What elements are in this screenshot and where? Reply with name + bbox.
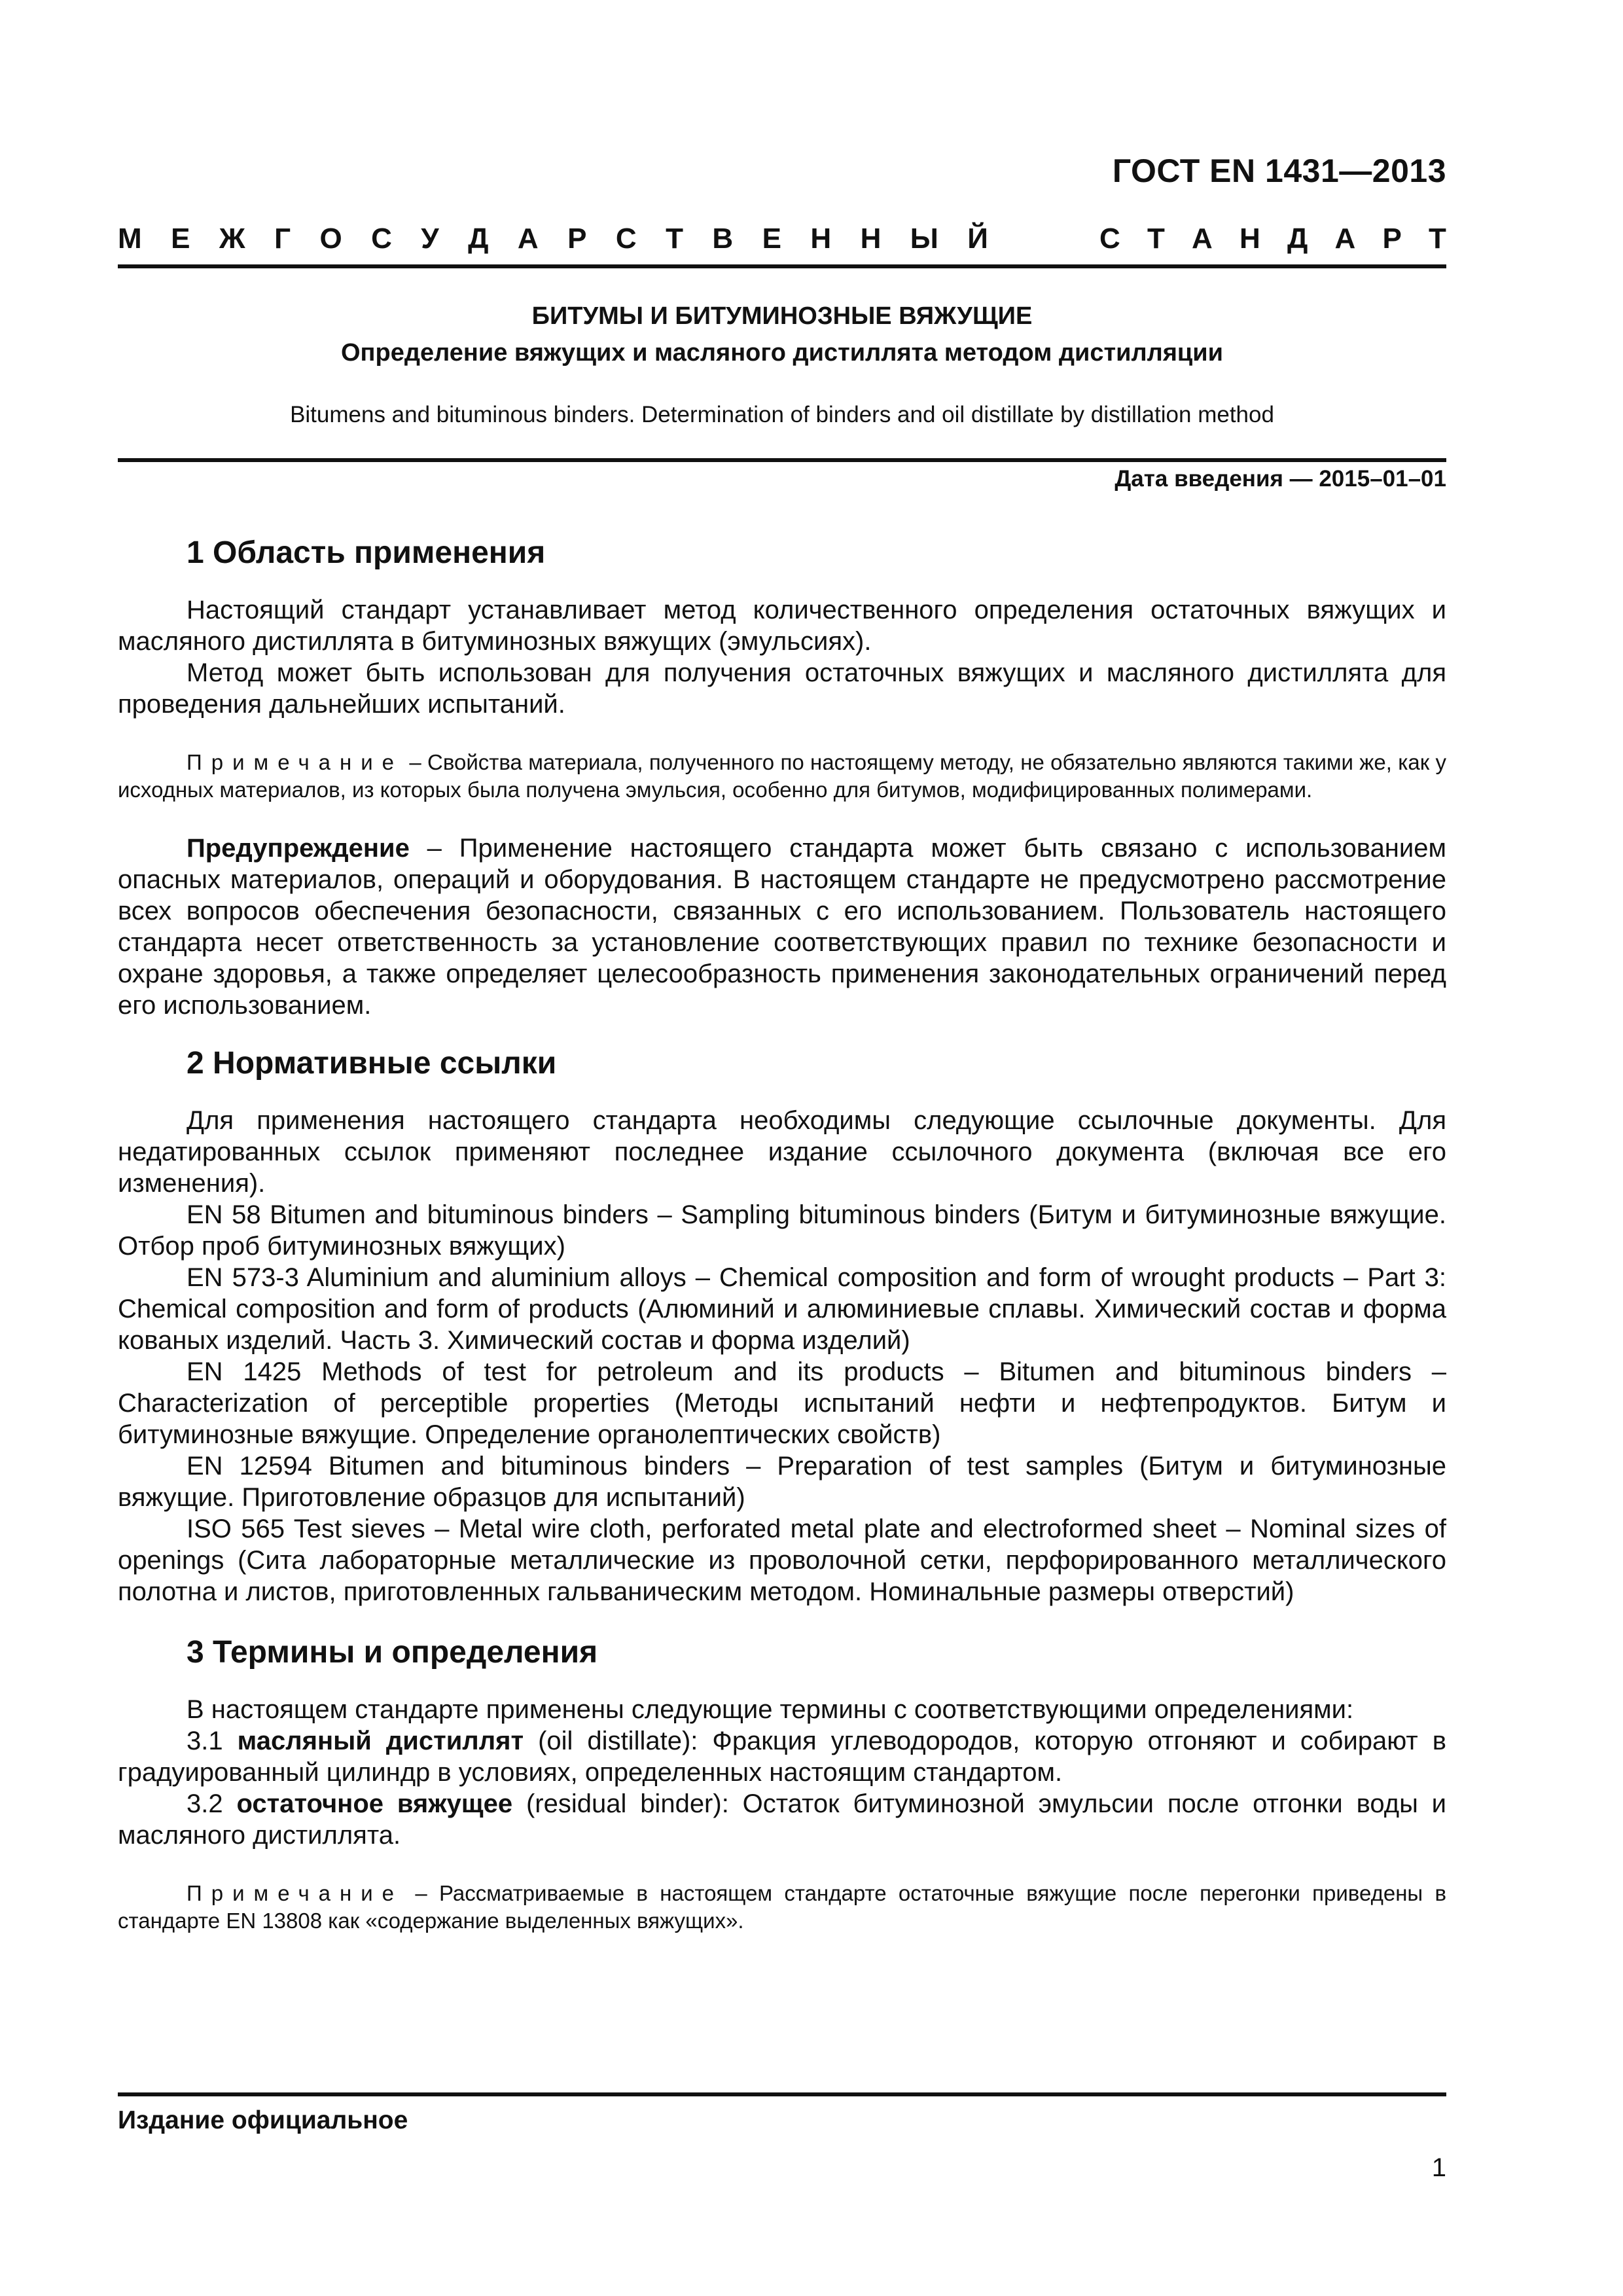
section-1-heading: 1 Область применения bbox=[187, 535, 546, 570]
section-1-note bbox=[118, 749, 1446, 804]
term-name: масляный дистиллят bbox=[237, 1727, 524, 1755]
note-text: – Свойства материала, полученного по настоящему методу, не обязательно являются такими же, как у исходных материалов, из которых была получена эмульсия, особенно для битумов, модифицированных полимерами. bbox=[118, 750, 1446, 802]
title-block bbox=[118, 298, 1446, 431]
title-en: Bitumens and bituminous binders. Determination of binders and oil distillate by distillation method bbox=[290, 402, 1274, 427]
banner-word-interstate: М Е Ж Г О С У Д А Р С Т В Е Н Н Ы Й bbox=[118, 223, 988, 255]
note-label: Примечание bbox=[187, 1881, 404, 1905]
section-1-paragraph-1: Настоящий стандарт устанавливает метод количественного определения остаточных вяжущих и масляного дистиллята в битуминозных вяжущих (эмульсиях). bbox=[118, 596, 1446, 656]
note-label: Примечание bbox=[187, 750, 404, 774]
reference-item: EN 1425 Methods of test for petroleum and its products – Bitumen and bituminous binders – Characterization of perceptible properties (Методы испытаний нефти и нефтепродуктов. Битум и битуминозные вяжущие. Определение органолептических свойств) bbox=[118, 1357, 1446, 1449]
page-number: 1 bbox=[1431, 2153, 1446, 2182]
interstate-standard-banner bbox=[118, 223, 1446, 255]
section-2-heading: 2 Нормативные ссылки bbox=[187, 1046, 557, 1081]
introduction-date: Дата введения — 2015–01–01 bbox=[1115, 466, 1446, 492]
section-1-warning bbox=[118, 833, 1446, 1021]
title-rule bbox=[118, 458, 1446, 462]
note-text: – Рассматриваемые в настоящем стандарте остаточные вяжущие после перегонки приведены в стандарте EN 13808 как «содержание выделенных вяжущих». bbox=[118, 1881, 1446, 1933]
official-edition-label: Издание официальное bbox=[118, 2106, 408, 2134]
gost-number: ГОСТ EN 1431—2013 bbox=[1112, 152, 1446, 189]
reference-item: ISO 565 Test sieves – Metal wire cloth, perforated metal plate and electroformed sheet – Nominal sizes of openings (Сита лабораторные металлические из проволочной сетки, перфорированного металлического полотна и листов, приготовленных гальваническим методом. Номинальные размеры отверстий) bbox=[118, 1515, 1446, 1606]
term-name: остаточное вяжущее bbox=[236, 1789, 513, 1818]
section-3-note bbox=[118, 1880, 1446, 1935]
section-1-paragraph-2: Метод может быть использован для получения остаточных вяжущих и масляного дистиллята для проведения дальнейших испытаний. bbox=[118, 658, 1446, 719]
section-3-paragraph-1: В настоящем стандарте применены следующие термины с соответствующими определениями: bbox=[187, 1695, 1354, 1724]
term-3-2: 3.2 остаточное вяжущее (residual binder): Остаток битуминозной эмульсии после отгонки воды и масляного дистиллята. bbox=[118, 1789, 1447, 1850]
reference-item: EN 573-3 Aluminium and aluminium alloys – Chemical composition and form of wrought products – Part 3: Chemical composition and form of products (Алюминий и алюминиевые сплавы. Химический состав и форма кованых изделий. Часть 3. Химический состав и форма изделий) bbox=[118, 1263, 1446, 1355]
section-2-paragraph-1: Для применения настоящего стандарта необходимы следующие ссылочные документы. Для недатированных ссылок применяют последнее издание ссылочного документа (включая все его изменения). bbox=[118, 1106, 1446, 1198]
footer-rule bbox=[118, 2092, 1446, 2096]
reference-item: EN 12594 Bitumen and bituminous binders – Preparation of test samples (Битум и битуминозные вяжущие. Приготовление образцов для испытаний) bbox=[118, 1452, 1446, 1512]
title-ru: БИТУМЫ И БИТУМИНОЗНЫЕ ВЯЖУЩИЕ bbox=[531, 302, 1033, 330]
document-body bbox=[118, 524, 1446, 1935]
header-rule bbox=[118, 264, 1446, 268]
term-3-1: 3.1 масляный дистиллят (oil distillate): Фракция углеводородов, которую отгоняют и собирают в градуированный цилиндр в условиях, определенных настоящим стандартом. bbox=[118, 1727, 1447, 1787]
warning-label: Предупреждение bbox=[187, 834, 410, 863]
banner-word-standard: С Т А Н Д А Р Т bbox=[1099, 223, 1446, 255]
section-3-heading: 3 Термины и определения bbox=[187, 1635, 598, 1670]
subtitle-ru: Определение вяжущих и масляного дистиллята методом дистилляции bbox=[341, 339, 1223, 367]
warning-text: – Применение настоящего стандарта может быть связано с использованием опасных материалов, операций и оборудования. В настоящем стандарте не предусмотрено рассмотрение всех вопросов обеспечения безопасности, связанных с его использованием. Пользователь настоящего стандарта несет ответственность за установление соответствующих правил по технике безопасности и охране здоровья, а также определяет целесообразность применения законодательных ограничений перед его использованием. bbox=[118, 834, 1446, 1020]
reference-item: EN 58 Bitumen and bituminous binders – Sampling bituminous binders (Битум и битуминозные вяжущие. Отбор проб битуминозных вяжущих) bbox=[118, 1200, 1446, 1261]
